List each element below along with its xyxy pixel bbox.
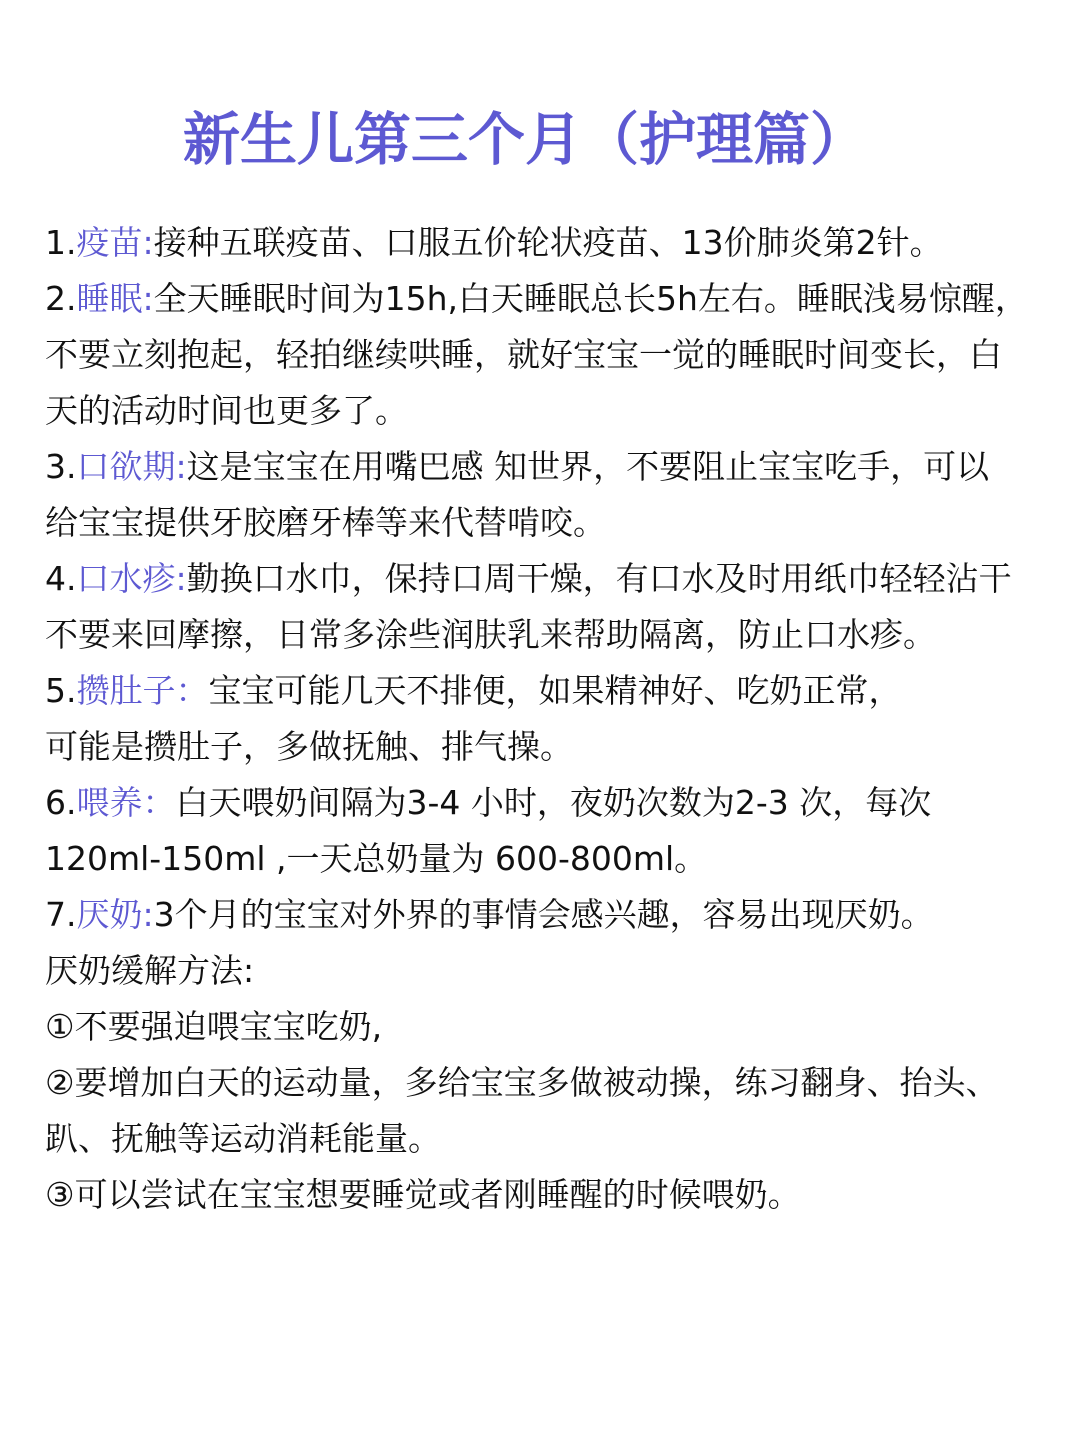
- section-number: 7.: [45, 895, 77, 934]
- section-bowel-line-2: 可能是攒肚子，多做抚触、排气操。: [45, 727, 573, 766]
- section-number: 4.: [45, 559, 77, 598]
- section-text: 白天喂奶间隔为3-4 小时，夜奶次数为2-3 次，每次: [175, 783, 932, 822]
- section-sleep-line-2: 不要立刻抱起，轻拍继续哄睡，就好宝宝一觉的睡眠时间变长，白: [45, 335, 1002, 374]
- section-label-milk-aversion: 厌奶:: [76, 895, 154, 934]
- section-feeding-line-2: 120ml-150ml ,一天总奶量为 600-800ml。: [45, 839, 708, 878]
- section-label-feeding: 喂养：: [76, 783, 176, 822]
- section-vaccine-line-1: [45, 215, 1055, 271]
- section-number: 5.: [45, 671, 77, 710]
- section-sleep-line-3: 天的活动时间也更多了。: [45, 391, 408, 430]
- section-milk-aversion-line-5: 趴、抚触等运动消耗能量。: [45, 1119, 441, 1158]
- section-feeding-line-1: [45, 775, 1055, 831]
- section-oral-stage-line-1: [45, 439, 1055, 495]
- section-number: 2.: [45, 279, 77, 318]
- section-label-oral-stage: 口欲期:: [76, 447, 187, 486]
- section-text: 3个月的宝宝对外界的事情会感兴趣，容易出现厌奶。: [153, 895, 934, 934]
- section-number: 3.: [45, 447, 77, 486]
- section-bowel-line-1: [45, 663, 1055, 719]
- section-number: 6.: [45, 783, 77, 822]
- section-label-sleep: 睡眠:: [76, 279, 154, 318]
- article-body: [45, 215, 1055, 1223]
- section-drool-rash-line-1: [45, 551, 1055, 607]
- section-milk-aversion-line-1: [45, 887, 1055, 943]
- section-milk-aversion-line-3: ①不要强迫喂宝宝吃奶,: [45, 1007, 383, 1046]
- section-text: 接种五联疫苗、口服五价轮状疫苗、13价肺炎第2针。: [153, 223, 943, 262]
- section-text: 勤换口水巾，保持口周干燥，有口水及时用纸巾轻轻沾干: [186, 559, 1012, 598]
- section-label-vaccine: 疫苗:: [76, 223, 154, 262]
- section-label-bowel: 攒肚子：: [76, 671, 209, 710]
- page-title: 新生儿第三个月（护理篇）: [183, 107, 867, 173]
- section-milk-aversion-line-6: ③可以尝试在宝宝想要睡觉或者刚睡醒的时候喂奶。: [45, 1175, 801, 1214]
- section-sleep-line-1: [45, 271, 1055, 327]
- section-drool-rash-line-2: 不要来回摩擦，日常多涂些润肤乳来帮助隔离，防止口水疹。: [45, 615, 936, 654]
- section-oral-stage-line-2: 给宝宝提供牙胶磨牙棒等来代替啃咬。: [45, 503, 606, 542]
- section-label-drool-rash: 口水疹:: [76, 559, 187, 598]
- section-milk-aversion-line-4: ②要增加白天的运动量，多给宝宝多做被动操，练习翻身、抬头、: [45, 1063, 999, 1102]
- section-text: 全天睡眠时间为15h,白天睡眠总长5h左右。睡眠浅易惊醒，: [153, 279, 1028, 318]
- section-number: 1.: [45, 223, 77, 262]
- section-milk-aversion-line-2: 厌奶缓解方法:: [45, 951, 255, 990]
- section-text: 这是宝宝在用嘴巴感 知世界，不要阻止宝宝吃手，可以: [186, 447, 990, 486]
- section-text: 宝宝可能几天不排便，如果精神好、吃奶正常，: [208, 671, 902, 710]
